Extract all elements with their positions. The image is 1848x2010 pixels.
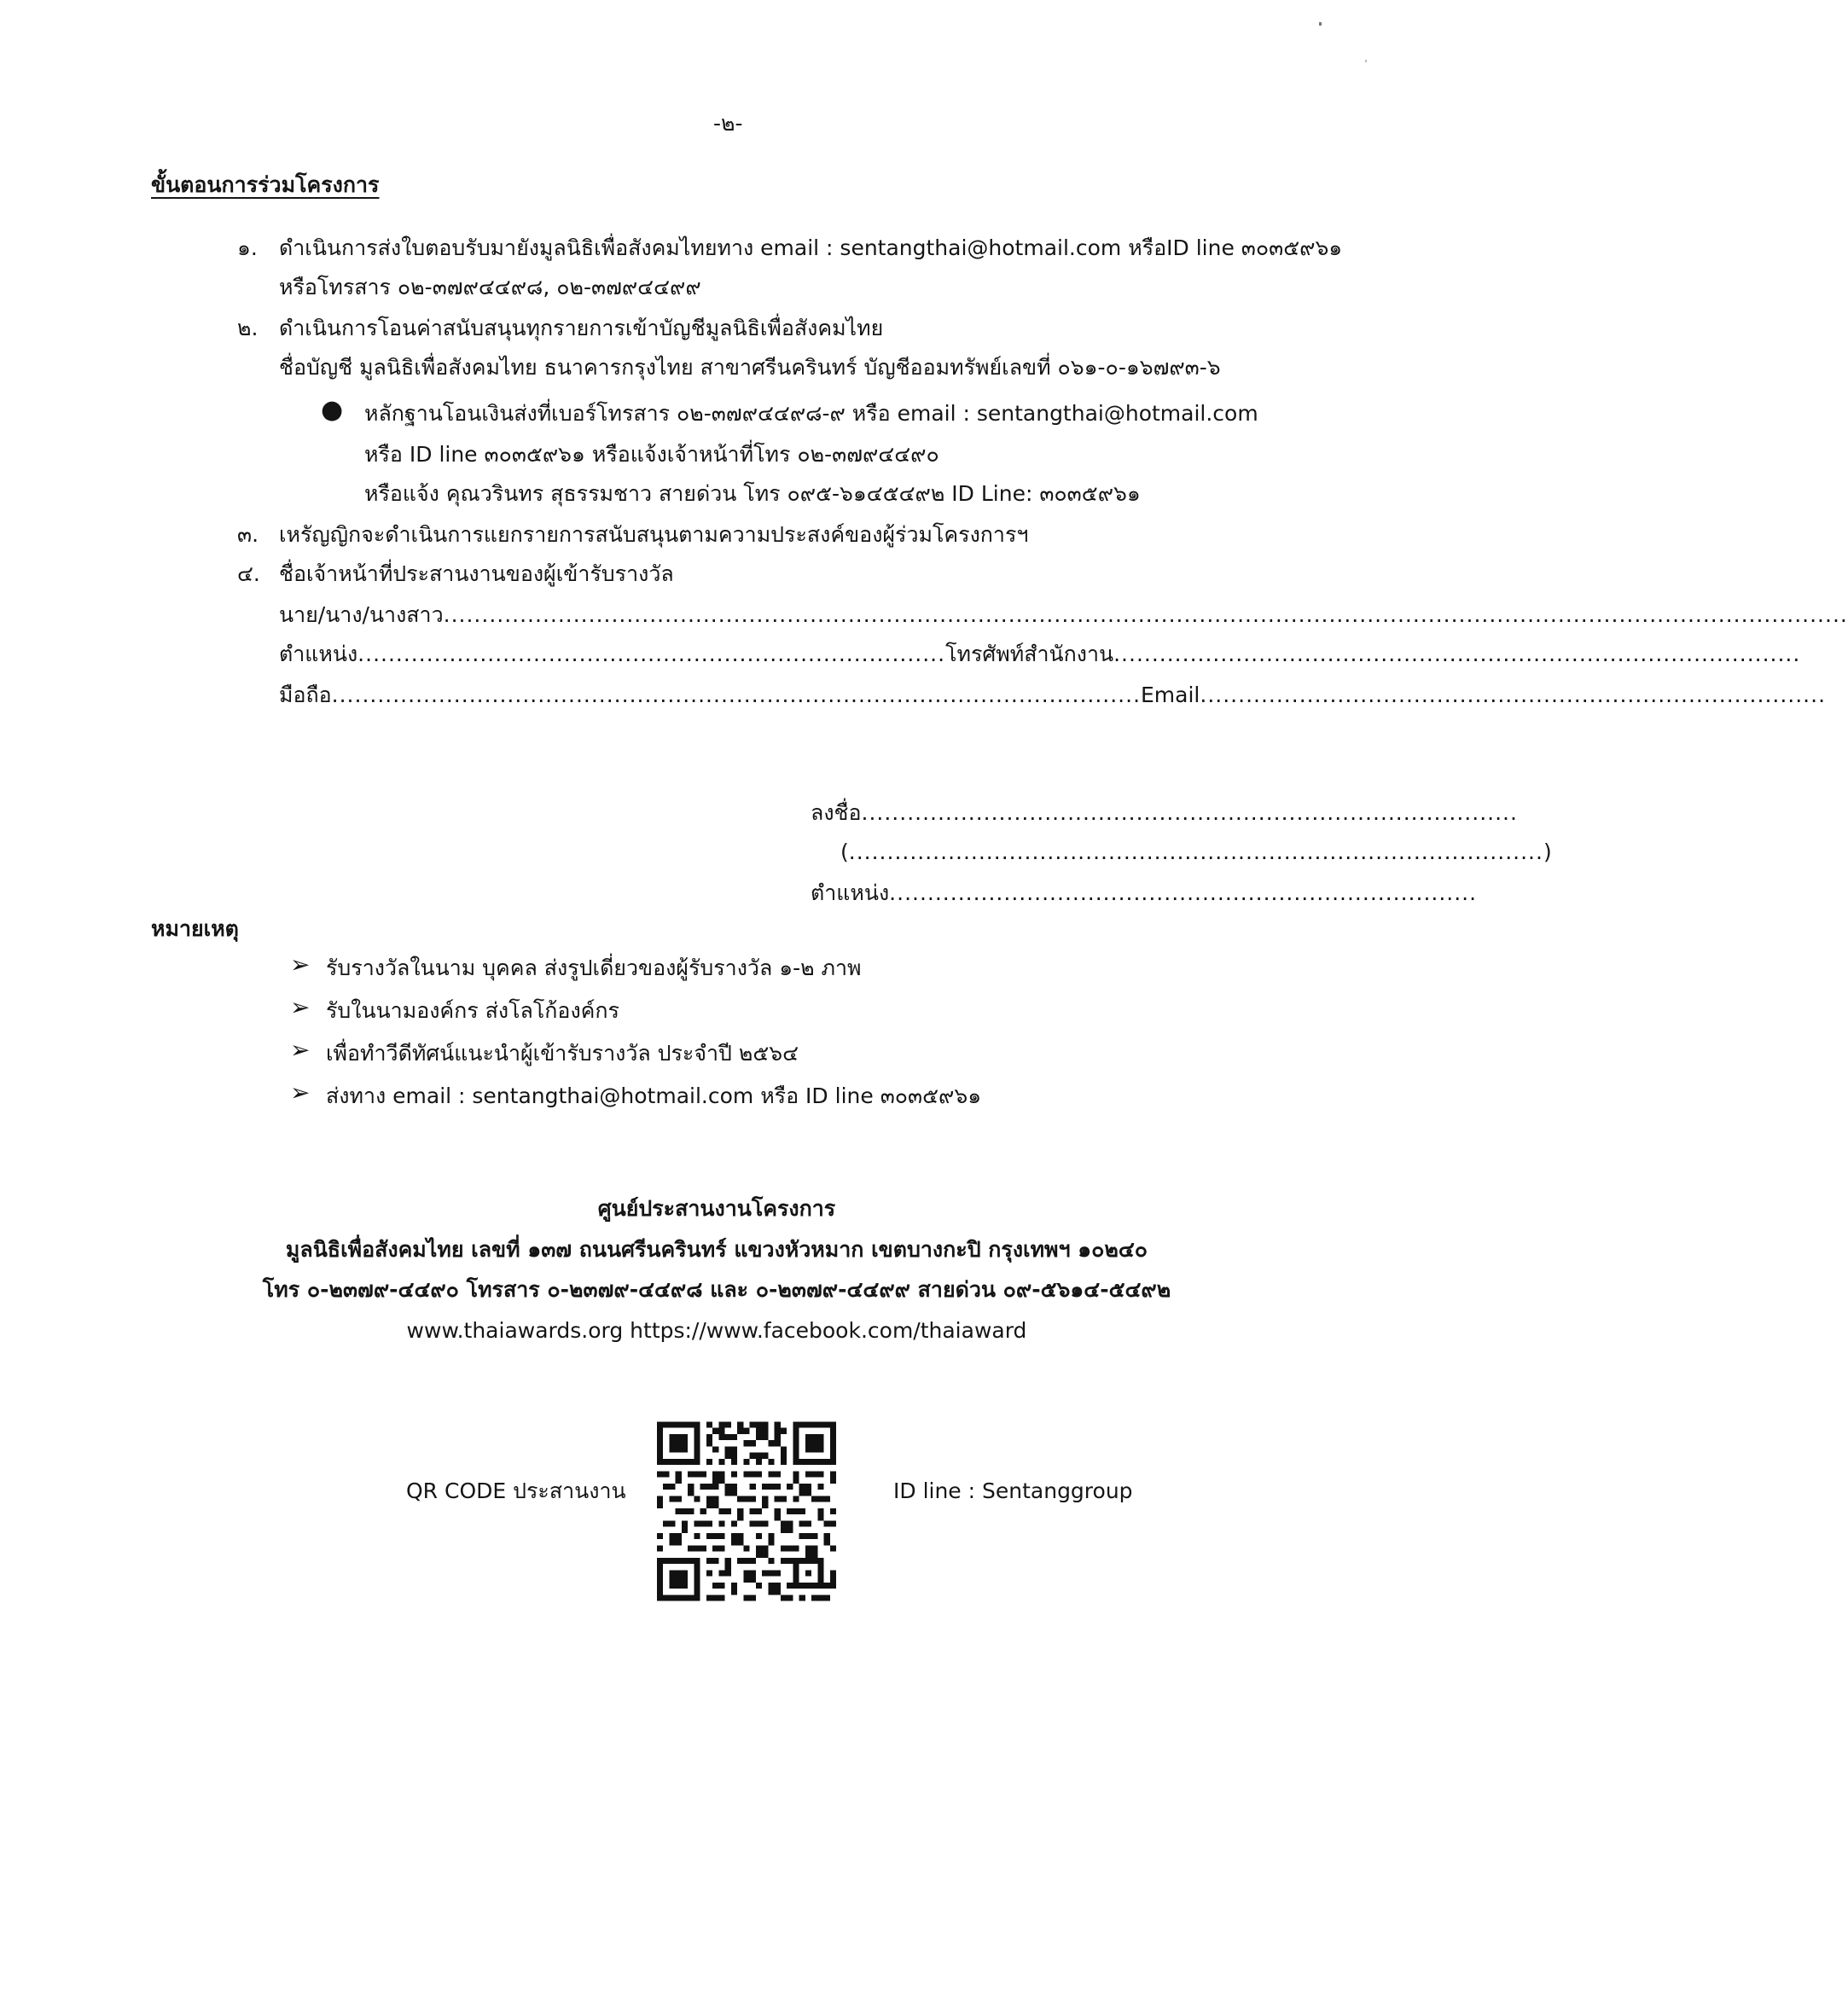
signature-name-row bbox=[840, 838, 1552, 867]
footer-web: www.thaiawards.org https://www.facebook.com/thaiaward bbox=[406, 1318, 1027, 1343]
remark-3: เพื่อทำวีดีทัศน์แนะนำผู้เข้ารับรางวัล ประจำปี ๒๕๖๔ bbox=[326, 1041, 799, 1066]
step-2-line-2: ชื่อบัญชี มูลนิธิเพื่อสังคมไทย ธนาคารกรุงไทย สาขาศรีนครินทร์ บัญชีออมทรัพย์เลขที่ ๐๖๑-๐-๑๖๗๙๓-๖ bbox=[279, 355, 1221, 380]
step-4-line-1: ชื่อเจ้าหน้าที่ประสานงานของผู้เข้ารับรางวัล bbox=[279, 561, 674, 586]
line-id-label: ID line : Sentanggroup bbox=[893, 1478, 1133, 1503]
step-3-line-1: เหรัญญิกจะดำเนินการแยกรายการสนับสนุนตามความประสงค์ของผู้ร่วมโครงการฯ bbox=[279, 522, 1029, 547]
form-position-row bbox=[279, 640, 1801, 669]
signature-position-row bbox=[811, 879, 1478, 908]
qr-code-icon bbox=[657, 1420, 836, 1602]
form-mobile-label: มือถือ bbox=[279, 683, 332, 707]
step-2-bullet-line-3: หรือแจ้ง คุณวรินทร สุธรรมชาว สายด่วน โทร ๐๙๕-๖๑๔๕๔๙๒ ID Line: ๓๐๓๕๙๖๑ bbox=[364, 481, 1141, 506]
step-2-bullet-line-2: หรือ ID line ๓๐๓๕๙๖๑ หรือแจ้งเจ้าหน้าที่โทร ๐๒-๓๗๙๔๔๙๐ bbox=[364, 442, 939, 467]
step-1-line-1: ดำเนินการส่งใบตอบรับมายังมูลนิธิเพื่อสังคมไทยทาง email : sentangthai@hotmail.com หรือID line ๓๐๓๕๙๖๑ bbox=[279, 235, 1343, 260]
bullet-dot-icon: ● bbox=[321, 395, 344, 425]
step-2-bullet-line-1: หลักฐานโอนเงินส่งที่เบอร์โทรสาร ๐๒-๓๗๙๔๔๙๘-๙ หรือ email : sentangthai@hotmail.com bbox=[364, 401, 1258, 426]
remark-arrow-icon: ➢ bbox=[290, 1036, 311, 1064]
form-name-label: นาย/นาง/นางสาว bbox=[279, 602, 444, 627]
footer-title: ศูนย์ประสานงานโครงการ bbox=[597, 1196, 836, 1221]
form-position-label: ตำแหน่ง bbox=[279, 642, 358, 666]
step-2-number: ๒. bbox=[237, 316, 259, 340]
footer-contacts: โทร ๐-๒๓๗๙-๔๔๙๐ โทรสาร ๐-๒๓๗๙-๔๔๙๘ และ ๐-๒๓๗๙-๔๔๙๙ สายด่วน ๐๙-๕๖๑๔-๕๔๙๒ bbox=[262, 1277, 1171, 1302]
remark-4: ส่งทาง email : sentangthai@hotmail.com หรือ ID line ๓๐๓๕๙๖๑ bbox=[326, 1083, 982, 1108]
step-2-line-1: ดำเนินการโอนค่าสนับสนุนทุกรายการเข้าบัญชีมูลนิธิเพื่อสังคมไทย bbox=[279, 316, 884, 340]
signature-close-paren: ) bbox=[1543, 839, 1552, 864]
form-email-fill[interactable]: .................................................................................. bbox=[1200, 683, 1827, 707]
signature-name-fill[interactable]: ........................................................................................... bbox=[848, 839, 1543, 864]
step-4-number: ๔. bbox=[237, 561, 260, 586]
remarks-title: หมายเหตุ bbox=[151, 916, 239, 941]
form-mobile-fill[interactable]: .......................................................................................................... bbox=[331, 683, 1142, 707]
form-email-label: Email bbox=[1141, 683, 1200, 707]
scan-speck bbox=[1365, 60, 1367, 62]
signature-sign-fill[interactable]: ...................................................................................... bbox=[861, 800, 1518, 825]
page-number: -๒- bbox=[713, 111, 743, 136]
remark-arrow-icon: ➢ bbox=[290, 993, 311, 1021]
step-1-number: ๑. bbox=[237, 235, 258, 260]
remark-arrow-icon: ➢ bbox=[290, 950, 311, 979]
signature-position-label: ตำแหน่ง bbox=[811, 880, 890, 905]
signature-open-paren: ( bbox=[840, 839, 849, 864]
form-office-phone-fill[interactable]: .......................................................................................... bbox=[1113, 642, 1801, 666]
qr-label: QR CODE ประสานงาน bbox=[406, 1478, 626, 1503]
qr-code-graphic bbox=[657, 1420, 836, 1602]
remark-2: รับในนามองค์กร ส่งโลโก้องค์กร bbox=[326, 998, 619, 1023]
form-name-fill[interactable]: ........................................................................................................................................................................................ bbox=[443, 602, 1848, 627]
footer-address: มูลนิธิเพื่อสังคมไทย เลขที่ ๑๓๗ ถนนศรีนครินทร์ แขวงหัวหมาก เขตบางกะปิ กรุงเทพฯ ๑๐๒๔๐ bbox=[285, 1237, 1148, 1262]
form-mobile-row bbox=[279, 681, 1827, 710]
signature-sign-row bbox=[811, 799, 1518, 828]
step-1-line-2: หรือโทรสาร ๐๒-๓๗๙๔๔๙๘, ๐๒-๓๗๙๔๔๙๙ bbox=[279, 275, 701, 299]
scan-speck bbox=[1319, 22, 1322, 26]
form-office-phone-label: โทรศัพท์สำนักงาน bbox=[945, 642, 1114, 666]
step-3-number: ๓. bbox=[237, 522, 259, 547]
remark-arrow-icon: ➢ bbox=[290, 1078, 311, 1107]
form-name-row bbox=[279, 601, 1848, 630]
signature-sign-label: ลงชื่อ bbox=[811, 800, 862, 825]
remark-1: รับรางวัลในนาม บุคคล ส่งรูปเดี่ยวของผู้รับรางวัล ๑-๒ ภาพ bbox=[326, 956, 862, 980]
form-position-fill[interactable]: ............................................................................. bbox=[357, 642, 946, 666]
section-title: ขั้นตอนการร่วมโครงการ bbox=[151, 172, 380, 197]
signature-position-fill[interactable]: ............................................................................. bbox=[889, 880, 1478, 905]
